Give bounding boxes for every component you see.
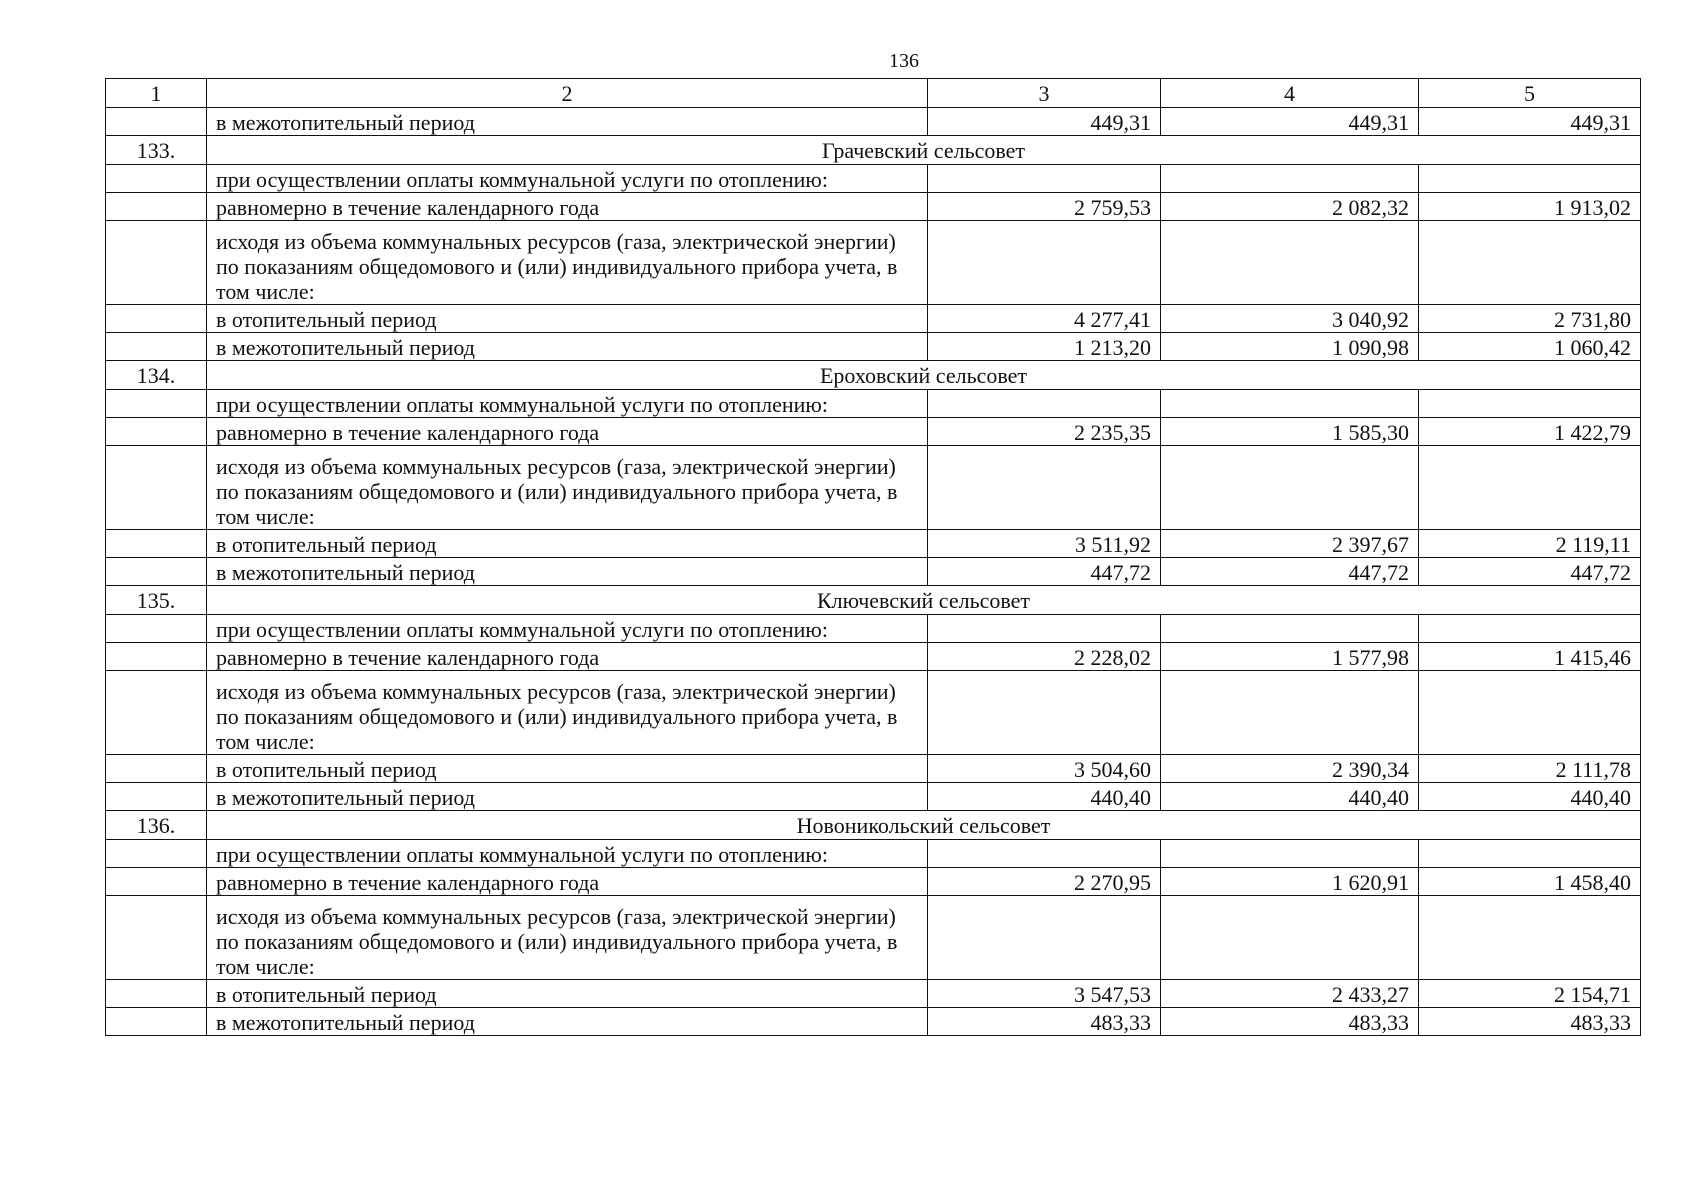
value-col-5-cell: 1 913,02 bbox=[1419, 193, 1641, 221]
value-col-4-cell bbox=[1161, 390, 1419, 418]
section-number: 134. bbox=[106, 361, 207, 390]
section-title: Грачевский сельсовет bbox=[207, 136, 1641, 165]
section-number: 133. bbox=[106, 136, 207, 165]
value-col-4-cell: 2 390,34 bbox=[1161, 755, 1419, 783]
value-col-4-cell: 1 090,98 bbox=[1161, 333, 1419, 361]
row-name-cell: в межотопительный период bbox=[207, 1008, 928, 1036]
value-col-5-cell bbox=[1419, 390, 1641, 418]
row-number-cell bbox=[106, 980, 207, 1008]
table-row bbox=[106, 980, 1641, 1008]
row-number-cell bbox=[106, 165, 207, 193]
value-col-5-cell bbox=[1419, 221, 1641, 305]
value-col-3-cell bbox=[928, 840, 1161, 868]
row-name-cell: исходя из объема коммунальных ресурсов (газа, электрической энергии) по показаниям общедомового и (или) индивидуального прибора учета, в том числе: bbox=[207, 671, 928, 755]
table-row bbox=[106, 896, 1641, 980]
row-number-cell bbox=[106, 1008, 207, 1036]
row-number-cell bbox=[106, 755, 207, 783]
value-col-3-cell bbox=[928, 390, 1161, 418]
value-col-5-cell bbox=[1419, 615, 1641, 643]
value-col-5-cell bbox=[1419, 165, 1641, 193]
table-row bbox=[106, 615, 1641, 643]
header-col-3: 3 bbox=[928, 79, 1161, 108]
value-col-5-cell bbox=[1419, 896, 1641, 980]
row-number-cell bbox=[106, 615, 207, 643]
row-name-cell: равномерно в течение календарного года bbox=[207, 868, 928, 896]
section-number: 135. bbox=[106, 586, 207, 615]
value-col-5-cell bbox=[1419, 446, 1641, 530]
section-row bbox=[106, 811, 1641, 840]
value-col-3-cell bbox=[928, 671, 1161, 755]
value-col-5-cell: 440,40 bbox=[1419, 783, 1641, 811]
row-name-cell: в отопительный период bbox=[207, 980, 928, 1008]
value-col-3-cell: 4 277,41 bbox=[928, 305, 1161, 333]
value-col-4-cell: 3 040,92 bbox=[1161, 305, 1419, 333]
tariff-table bbox=[105, 78, 1641, 1036]
row-number-cell bbox=[106, 305, 207, 333]
header-col-1: 1 bbox=[106, 79, 207, 108]
table-row bbox=[106, 783, 1641, 811]
table-row bbox=[106, 333, 1641, 361]
value-col-5-cell: 1 415,46 bbox=[1419, 643, 1641, 671]
row-number-cell bbox=[106, 558, 207, 586]
table-row bbox=[106, 193, 1641, 221]
value-col-4-cell: 1 620,91 bbox=[1161, 868, 1419, 896]
row-name-cell: при осуществлении оплаты коммунальной услуги по отоплению: bbox=[207, 390, 928, 418]
table-row bbox=[106, 305, 1641, 333]
value-col-4-cell: 449,31 bbox=[1161, 108, 1419, 136]
value-col-5-cell: 1 060,42 bbox=[1419, 333, 1641, 361]
row-name-cell: в отопительный период bbox=[207, 755, 928, 783]
value-col-3-cell bbox=[928, 221, 1161, 305]
row-number-cell bbox=[106, 108, 207, 136]
value-col-5-cell: 2 731,80 bbox=[1419, 305, 1641, 333]
value-col-3-cell: 3 504,60 bbox=[928, 755, 1161, 783]
tariff-table-body bbox=[106, 79, 1641, 1036]
value-col-5-cell bbox=[1419, 671, 1641, 755]
value-col-4-cell bbox=[1161, 840, 1419, 868]
table-row bbox=[106, 1008, 1641, 1036]
row-number-cell bbox=[106, 868, 207, 896]
row-name-cell: в межотопительный период bbox=[207, 558, 928, 586]
page-number: 136 bbox=[889, 50, 919, 72]
table-header-row bbox=[106, 79, 1641, 108]
table-row bbox=[106, 221, 1641, 305]
value-col-4-cell bbox=[1161, 446, 1419, 530]
row-number-cell bbox=[106, 193, 207, 221]
value-col-4-cell bbox=[1161, 896, 1419, 980]
value-col-5-cell: 2 119,11 bbox=[1419, 530, 1641, 558]
row-number-cell bbox=[106, 671, 207, 755]
row-name-cell: равномерно в течение календарного года bbox=[207, 643, 928, 671]
value-col-3-cell: 2 759,53 bbox=[928, 193, 1161, 221]
row-number-cell bbox=[106, 390, 207, 418]
table-row bbox=[106, 165, 1641, 193]
header-col-2: 2 bbox=[207, 79, 928, 108]
value-col-3-cell: 3 547,53 bbox=[928, 980, 1161, 1008]
value-col-4-cell: 1 577,98 bbox=[1161, 643, 1419, 671]
header-col-4: 4 bbox=[1161, 79, 1419, 108]
row-number-cell bbox=[106, 221, 207, 305]
table-row bbox=[106, 390, 1641, 418]
row-name-cell: в межотопительный период bbox=[207, 783, 928, 811]
value-col-3-cell: 3 511,92 bbox=[928, 530, 1161, 558]
row-number-cell bbox=[106, 530, 207, 558]
value-col-4-cell: 1 585,30 bbox=[1161, 418, 1419, 446]
value-col-3-cell: 447,72 bbox=[928, 558, 1161, 586]
value-col-5-cell: 1 458,40 bbox=[1419, 868, 1641, 896]
value-col-3-cell bbox=[928, 896, 1161, 980]
table-row bbox=[106, 671, 1641, 755]
section-title: Ероховский сельсовет bbox=[207, 361, 1641, 390]
row-number-cell bbox=[106, 896, 207, 980]
row-name-cell: при осуществлении оплаты коммунальной услуги по отоплению: bbox=[207, 615, 928, 643]
row-name-cell: в отопительный период bbox=[207, 530, 928, 558]
value-col-4-cell: 440,40 bbox=[1161, 783, 1419, 811]
row-name-cell: равномерно в течение календарного года bbox=[207, 418, 928, 446]
table-row bbox=[106, 558, 1641, 586]
value-col-3-cell: 483,33 bbox=[928, 1008, 1161, 1036]
section-number: 136. bbox=[106, 811, 207, 840]
row-name-cell: в отопительный период bbox=[207, 305, 928, 333]
row-number-cell bbox=[106, 643, 207, 671]
value-col-5-cell: 2 154,71 bbox=[1419, 980, 1641, 1008]
table-row bbox=[106, 840, 1641, 868]
row-name-cell: при осуществлении оплаты коммунальной услуги по отоплению: bbox=[207, 165, 928, 193]
table-row bbox=[106, 530, 1641, 558]
row-name-cell: в межотопительный период bbox=[207, 108, 928, 136]
header-col-5: 5 bbox=[1419, 79, 1641, 108]
row-number-cell bbox=[106, 783, 207, 811]
value-col-4-cell: 2 082,32 bbox=[1161, 193, 1419, 221]
value-col-3-cell: 440,40 bbox=[928, 783, 1161, 811]
value-col-5-cell: 447,72 bbox=[1419, 558, 1641, 586]
value-col-3-cell bbox=[928, 615, 1161, 643]
value-col-4-cell bbox=[1161, 671, 1419, 755]
value-col-5-cell: 449,31 bbox=[1419, 108, 1641, 136]
value-col-5-cell bbox=[1419, 840, 1641, 868]
table-row bbox=[106, 755, 1641, 783]
value-col-4-cell bbox=[1161, 221, 1419, 305]
value-col-5-cell: 2 111,78 bbox=[1419, 755, 1641, 783]
value-col-5-cell: 483,33 bbox=[1419, 1008, 1641, 1036]
table-row bbox=[106, 868, 1641, 896]
value-col-3-cell: 2 235,35 bbox=[928, 418, 1161, 446]
row-name-cell: при осуществлении оплаты коммунальной услуги по отоплению: bbox=[207, 840, 928, 868]
section-title: Ключевский сельсовет bbox=[207, 586, 1641, 615]
row-name-cell: исходя из объема коммунальных ресурсов (газа, электрической энергии) по показаниям общедомового и (или) индивидуального прибора учета, в том числе: bbox=[207, 896, 928, 980]
row-name-cell: в межотопительный период bbox=[207, 333, 928, 361]
value-col-3-cell: 2 228,02 bbox=[928, 643, 1161, 671]
row-number-cell bbox=[106, 333, 207, 361]
value-col-4-cell bbox=[1161, 165, 1419, 193]
section-title: Новоникольский сельсовет bbox=[207, 811, 1641, 840]
table-row bbox=[106, 108, 1641, 136]
value-col-5-cell: 1 422,79 bbox=[1419, 418, 1641, 446]
value-col-4-cell bbox=[1161, 615, 1419, 643]
value-col-4-cell: 2 433,27 bbox=[1161, 980, 1419, 1008]
value-col-4-cell: 483,33 bbox=[1161, 1008, 1419, 1036]
row-name-cell: равномерно в течение календарного года bbox=[207, 193, 928, 221]
value-col-4-cell: 447,72 bbox=[1161, 558, 1419, 586]
value-col-3-cell: 1 213,20 bbox=[928, 333, 1161, 361]
row-number-cell bbox=[106, 418, 207, 446]
value-col-3-cell bbox=[928, 165, 1161, 193]
section-row bbox=[106, 136, 1641, 165]
section-row bbox=[106, 586, 1641, 615]
row-name-cell: исходя из объема коммунальных ресурсов (газа, электрической энергии) по показаниям общедомового и (или) индивидуального прибора учета, в том числе: bbox=[207, 446, 928, 530]
section-row bbox=[106, 361, 1641, 390]
row-number-cell bbox=[106, 446, 207, 530]
row-name-cell: исходя из объема коммунальных ресурсов (газа, электрической энергии) по показаниям общедомового и (или) индивидуального прибора учета, в том числе: bbox=[207, 221, 928, 305]
row-number-cell bbox=[106, 840, 207, 868]
table-row bbox=[106, 643, 1641, 671]
table-row bbox=[106, 446, 1641, 530]
value-col-3-cell bbox=[928, 446, 1161, 530]
value-col-3-cell: 2 270,95 bbox=[928, 868, 1161, 896]
value-col-4-cell: 2 397,67 bbox=[1161, 530, 1419, 558]
table-row bbox=[106, 418, 1641, 446]
value-col-3-cell: 449,31 bbox=[928, 108, 1161, 136]
